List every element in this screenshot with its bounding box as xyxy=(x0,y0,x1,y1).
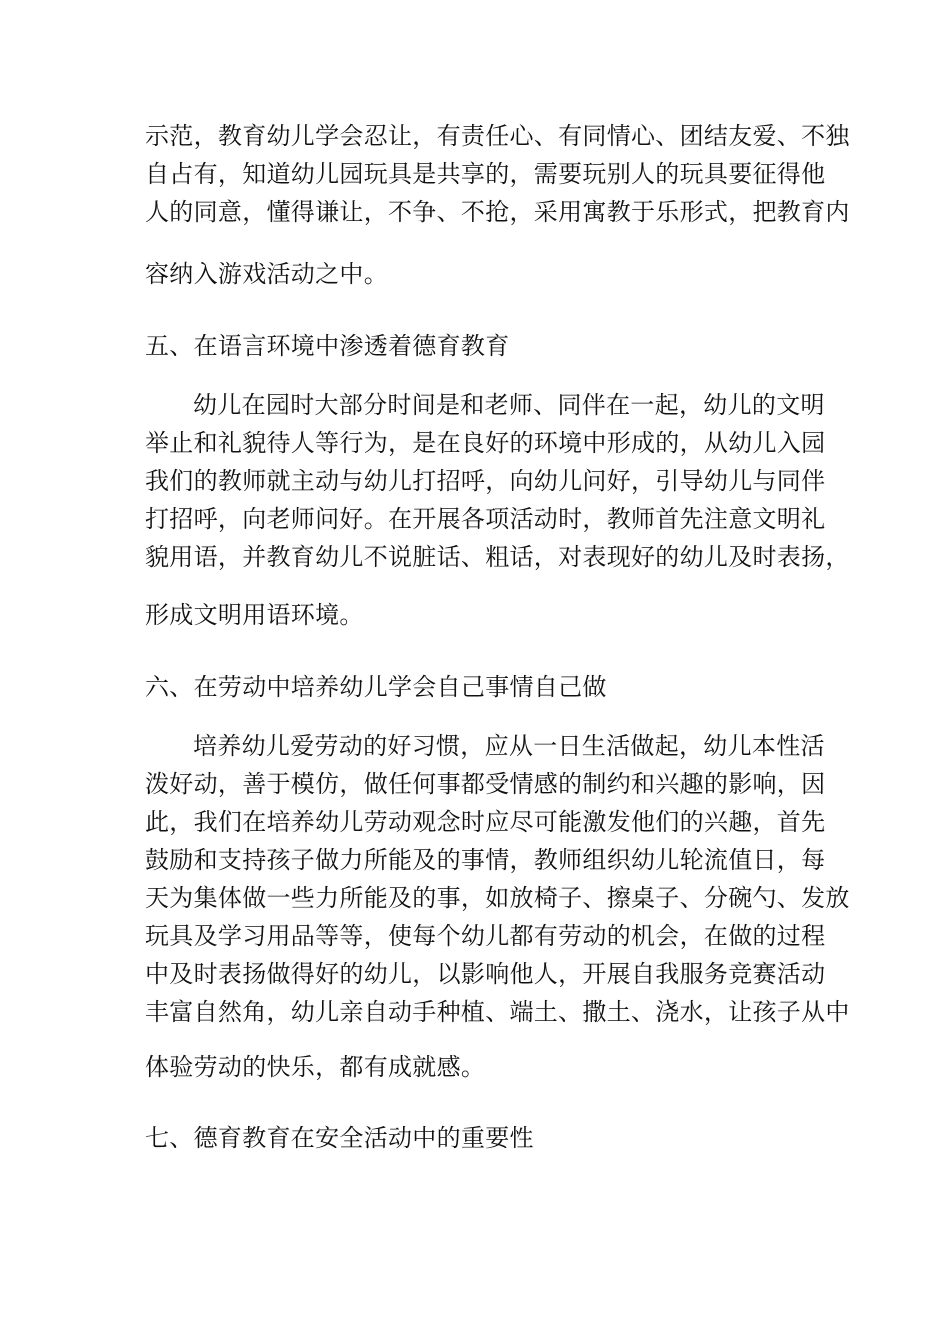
text-line: 我们的教师就主动与幼儿打招呼，向幼儿问好，引导幼儿与同伴 xyxy=(145,467,826,495)
text-line: 形成文明用语环境。 xyxy=(145,601,364,629)
text-line: 中及时表扬做得好的幼儿，以影响他人，开展自我服务竞赛活动 xyxy=(145,960,826,988)
text-line: 幼儿在园时大部分时间是和老师、同伴在一起，幼儿的文明 xyxy=(193,391,825,419)
text-line: 天为集体做一些力所能及的事，如放椅子、擦桌子、分碗勺、发放 xyxy=(145,884,850,912)
section-heading-6: 六、在劳动中培养幼儿学会自己事情自己做 xyxy=(145,673,607,701)
text-line: 泼好动，善于模仿，做任何事都受情感的制约和兴趣的影响，因 xyxy=(145,770,826,798)
text-line: 体验劳动的快乐，都有成就感。 xyxy=(145,1053,486,1081)
text-line: 人的同意，懂得谦让，不争、不抢，采用寓教于乐形式，把教育内 xyxy=(145,198,850,226)
text-line: 丰富自然角，幼儿亲自动手种植、端土、撒土、浇水，让孩子从中 xyxy=(145,998,850,1026)
text-line: 鼓励和支持孩子做力所能及的事情，教师组织幼儿轮流值日，每 xyxy=(145,846,826,874)
section-heading-7: 七、德育教育在安全活动中的重要性 xyxy=(145,1124,534,1152)
text-line: 自占有，知道幼儿园玩具是共享的，需要玩别人的玩具要征得他 xyxy=(145,160,826,188)
section-heading-5: 五、在语言环境中渗透着德育教育 xyxy=(145,332,510,360)
text-line: 示范，教育幼儿学会忍让，有责任心、有同情心、团结友爱、不独 xyxy=(145,122,850,150)
text-line: 玩具及学习用品等等，使每个幼儿都有劳动的机会，在做的过程 xyxy=(145,922,826,950)
text-line: 培养幼儿爱劳动的好习惯，应从一日生活做起，幼儿本性活 xyxy=(193,732,825,760)
text-line: 此，我们在培养幼儿劳动观念时应尽可能激发他们的兴趣，首先 xyxy=(145,808,826,836)
text-line: 容纳入游戏活动之中。 xyxy=(145,260,388,288)
text-line: 貌用语，并教育幼儿不说脏话、粗话，对表现好的幼儿及时表扬， xyxy=(145,543,850,571)
text-line: 打招呼，向老师问好。在开展各项活动时，教师首先注意文明礼 xyxy=(145,505,826,533)
text-line: 举止和礼貌待人等行为，是在良好的环境中形成的，从幼儿入园 xyxy=(145,429,826,457)
